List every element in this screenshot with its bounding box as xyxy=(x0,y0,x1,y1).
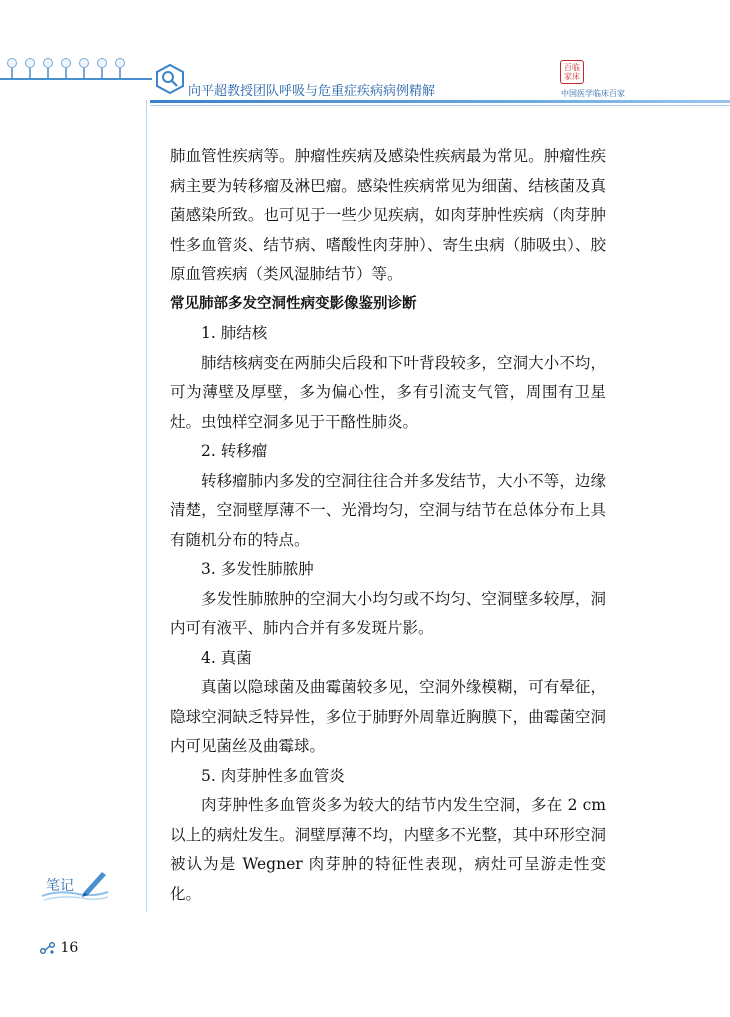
ring-icon xyxy=(114,58,126,80)
series-name: 中国医学临床百家 xyxy=(561,89,625,98)
ring-icon xyxy=(42,58,54,80)
header-rule xyxy=(150,100,730,103)
series-seal-logo: 百临 家床 xyxy=(560,60,584,84)
page-number-block xyxy=(40,938,78,958)
item-text: 肉芽肿性多血管炎多为较大的结节内发生空洞，多在 2 cm 以上的病灶发生。洞壁厚薄不均，内壁多不光整，其中环形空洞被认为是 Wegner 肉芽肿的特征性表现，病灶可呈游走性变化。 xyxy=(170,796,606,903)
item-text: 肺结核病变在两肺尖后段和下叶背段较多，空洞大小不均，可为薄壁及厚壁，多为偏心性，多有引流支气管，周围有卫星灶。虫蚀样空洞多见于干酪性肺炎。 xyxy=(170,353,606,431)
item-title: 1. 肺结核 xyxy=(201,324,268,342)
item-text: 真菌以隐球菌及曲霉菌较多见，空洞外缘模糊，可有晕征，隐球空洞缺乏特异性，多位于肺野外周靠近胸膜下，曲霉菌空洞内可见菌丝及曲霉球。 xyxy=(170,678,606,755)
item-title: 5. 肉芽肿性多血管炎 xyxy=(201,766,345,785)
header-rule-thin xyxy=(150,105,730,106)
item-text: 转移瘤肺内多发的空洞往往合并多发结节，大小不等，边缘清楚，空洞壁厚薄不一、光滑均匀，空洞与结节在总体分布上具有随机分布的特点。 xyxy=(170,471,606,549)
paragraph-intro: 肺血管性疾病等。肿瘤性疾病及感染性疾病最为常见。肿瘤性疾病主要为转移瘤及淋巴瘤。感染性疾病常见为细菌、结核菌及真菌感染所致。也可见于一些少见疾病，如肉芽肿性疾病（肉芽肿性多血管炎、结节病、嗜酸性肉芽肿）、寄生虫病（肺吸虫）、胶原血管疾病（类风湿肺结节）等。 xyxy=(170,147,606,283)
page-body xyxy=(170,142,606,909)
item-title: 4. 真菌 xyxy=(201,648,252,667)
item-title: 3. 多发性肺脓肿 xyxy=(201,560,314,578)
running-header-title: 向平超教授团队呼吸与危重症疾病病例精解 xyxy=(188,84,436,99)
header-left-rule xyxy=(0,78,152,80)
item-text: 多发性肺脓肿的空洞大小均匀或不均匀、空洞壁多较厚，洞内可有液平、肺内合并有多发斑片影。 xyxy=(170,589,606,637)
ring-icon xyxy=(24,58,36,80)
ring-icon xyxy=(96,58,108,80)
ring-icon xyxy=(78,58,90,80)
molecule-icon xyxy=(40,941,56,955)
magnifier-hexagon-icon xyxy=(155,64,185,94)
ring-icon xyxy=(6,58,18,80)
ring-icon xyxy=(60,58,72,80)
item-title: 2. 转移瘤 xyxy=(201,442,268,460)
note-label: 笔记 xyxy=(46,878,74,894)
binder-rings-decoration xyxy=(0,58,150,80)
margin-rule xyxy=(146,100,147,912)
section-heading: 常见肺部多发空洞性病变影像鉴别诊断 xyxy=(170,295,417,312)
page-number: 16 xyxy=(60,940,79,956)
notes-pen-icon xyxy=(38,866,112,906)
